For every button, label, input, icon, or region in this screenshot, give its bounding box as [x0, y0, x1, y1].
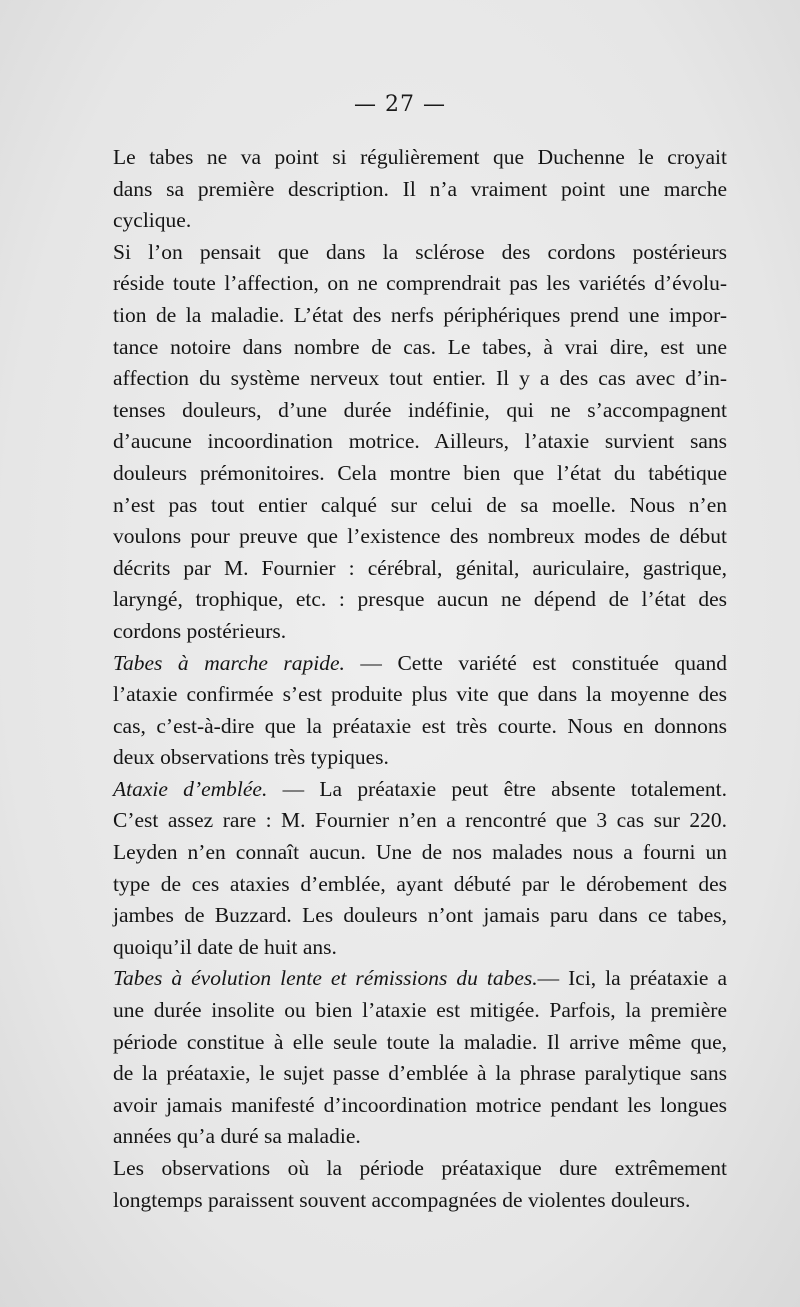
text-line: Leyden n’en connaît aucun. Une de nos malades nous a fourni un: [113, 840, 727, 865]
text-line: décrits par M. Fournier : cérébral, génital, auriculaire, gastrique,: [113, 555, 727, 580]
text-line: une durée insolite ou bien l’ataxie est mitigée. Parfois, la première: [113, 998, 727, 1023]
text-line: période constitue à elle seule toute la maladie. Il arrive même que,: [113, 1029, 727, 1054]
text-line: douleurs prémonitoires. Cela montre bien que l’état du tabétique: [113, 460, 727, 485]
text-line: Le tabes ne va point si régulièrement que Duchenne le croyait: [113, 145, 727, 169]
text-line: Si l’on pensait que dans la sclérose des cordons postérieurs: [113, 239, 727, 264]
text-fragment: — Cette variété est constituée quand: [344, 650, 727, 675]
text-line: cas, c’est-à-dire que la préataxie est très courte. Nous en donnons: [113, 713, 727, 738]
section-heading: Tabes à marche rapide.: [113, 650, 345, 675]
text-line: avoir jamais manifesté d’incoordination motrice pendant les longues: [113, 1092, 727, 1117]
text-line: dans sa première description. Il n’a vraiment point une marche: [113, 176, 727, 201]
text-line: tenses douleurs, d’une durée indéfinie, qui ne s’accompagnent: [113, 397, 727, 422]
text-line: réside toute l’affection, on ne comprendrait pas les variétés d’évolu-: [113, 271, 727, 296]
text-line: laryngé, trophique, etc. : presque aucun ne dépend de l’état des: [113, 587, 727, 612]
body-text: [113, 142, 727, 1216]
text-line: années qu’a duré sa maladie.: [113, 1124, 361, 1149]
text-line: quoiqu’il date de huit ans.: [113, 934, 337, 959]
text-line: d’aucune incoordination motrice. Ailleurs, l’ataxie survient sans: [113, 429, 727, 454]
text-line: tance notoire dans nombre de cas. Le tabes, à vrai dire, est une: [113, 334, 727, 359]
text-line: jambes de Buzzard. Les douleurs n’ont jamais paru dans ce tabes,: [113, 903, 727, 928]
text-line: C’est assez rare : M. Fournier n’en a rencontré que 3 cas sur 220.: [113, 808, 727, 833]
section-heading: Tabes à évolution lente et rémissions du tabes.: [113, 966, 538, 991]
text-line: [113, 648, 727, 680]
text-line: longtemps paraissent souvent accompagnées de violentes douleurs.: [113, 1187, 691, 1212]
text-line: n’est pas tout entier calqué sur celui de sa moelle. Nous n’en: [113, 492, 727, 517]
text-line: cordons postérieurs.: [113, 618, 287, 643]
text-line: de la préataxie, le sujet passe d’emblée à la phrase paralytique sans: [113, 1061, 727, 1086]
text-line: voulons pour preuve que l’existence des nombreux modes de début: [113, 524, 727, 549]
page-number: — 27 —: [354, 92, 446, 117]
text-line: deux observations très typiques.: [113, 745, 389, 770]
text-fragment: — La préataxie peut être absente totalement.: [267, 776, 728, 801]
text-line: affection du système nerveux tout entier. Il y a des cas avec d’in-: [113, 366, 727, 391]
text-line: [113, 774, 727, 806]
text-line: l’ataxie confirmée s’est produite plus vite que dans la moyenne des: [113, 682, 727, 707]
text-line: Les observations où la période préataxique dure extrêmement: [113, 1156, 727, 1180]
text-line: [113, 963, 727, 995]
text-line: cyclique.: [113, 208, 192, 233]
section-heading: Ataxie d’emblée.: [113, 776, 268, 801]
text-line: type de ces ataxies d’emblée, ayant débuté par le dérobement des: [113, 871, 727, 896]
text-fragment: — Ici, la préataxie a: [537, 966, 727, 991]
text-line: tion de la maladie. L’état des nerfs périphériques prend une impor-: [113, 302, 727, 327]
